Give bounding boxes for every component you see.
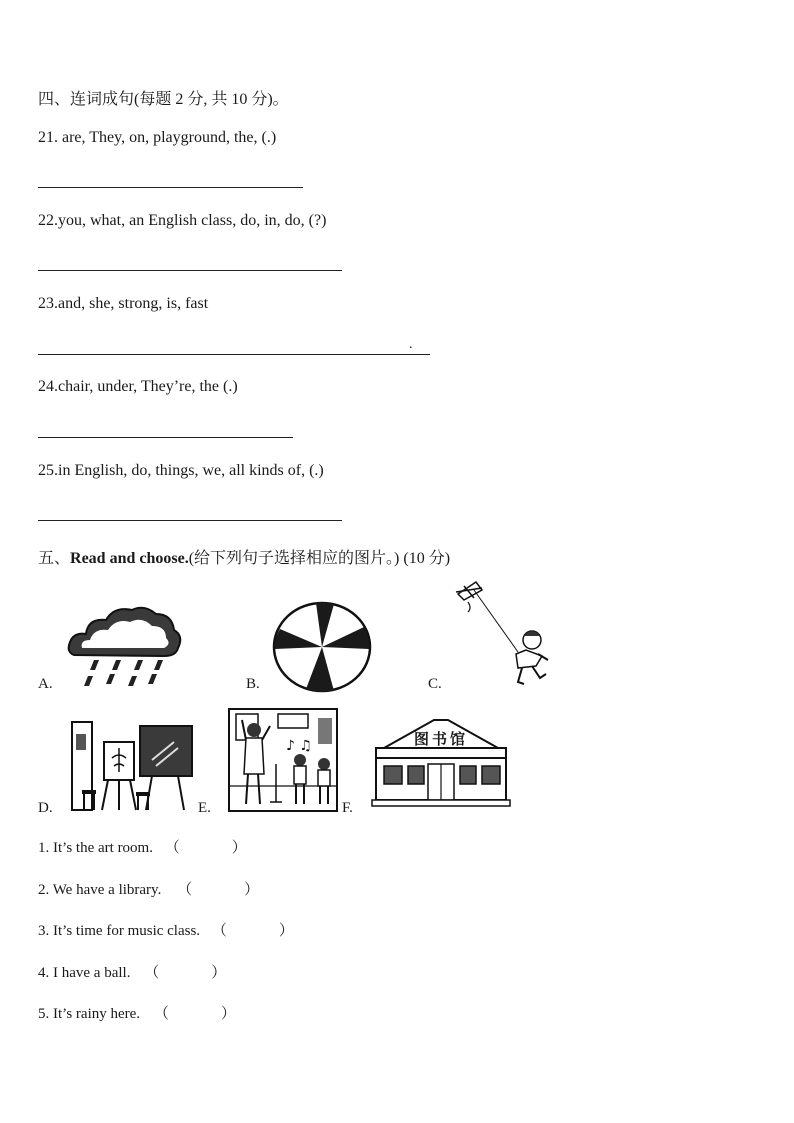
answer-paren-open: （ [144, 965, 160, 981]
answer-line-23[interactable] [38, 354, 430, 355]
answer-paren-close: ） [231, 840, 247, 856]
answer-paren-close: ） [278, 923, 294, 939]
answer-line-23-period: . [409, 337, 413, 352]
choice-item [38, 878, 259, 899]
question-21: 21. are, They, on, playground, the, (.) [38, 129, 277, 146]
music-class-icon [228, 708, 338, 812]
choice-item-text: 2. We have a library. [38, 882, 162, 898]
choice-item [38, 1002, 236, 1023]
ball-icon [272, 601, 372, 693]
question-23: 23.and, she, strong, is, fast [38, 295, 209, 312]
choice-item-text: 5. It’s rainy here. [38, 1006, 141, 1022]
section5-title [38, 545, 450, 568]
section5-title-suffix: (给下列句子选择相应的图片。) (10 分) [188, 550, 451, 567]
question-24: 24.chair, under, They’re, the (.) [38, 378, 238, 395]
choice-item-text: 3. It’s time for music class. [38, 923, 201, 939]
choice-item [38, 961, 226, 982]
kite-boy-icon [452, 578, 552, 690]
answer-line-22[interactable] [38, 270, 342, 271]
section5-title-prefix: 五、 [38, 550, 71, 567]
answer-paren-open: （ [153, 1006, 169, 1022]
choice-item [38, 836, 247, 857]
answer-paren-close: ） [244, 882, 260, 898]
answer-paren-close: ） [211, 965, 227, 981]
picture-label-f: F. [342, 800, 353, 816]
answer-line-25[interactable] [38, 520, 342, 521]
answer-paren-open: （ [211, 923, 227, 939]
picture-label-e: E. [198, 800, 211, 816]
answer-paren-open: （ [177, 882, 193, 898]
picture-label-a: A. [38, 676, 53, 692]
art-room-icon [70, 720, 196, 812]
choice-item [38, 919, 294, 940]
rain-cloud-icon [64, 600, 184, 692]
answer-line-24[interactable] [38, 437, 293, 438]
svg-text:♪ ♫: ♪ ♫ [286, 738, 312, 754]
library-building-icon [372, 716, 510, 808]
answer-line-21[interactable] [38, 187, 303, 188]
picture-label-c: C. [428, 676, 442, 692]
question-25: 25.in English, do, things, we, all kinds of, (.) [38, 462, 324, 479]
section5-title-bold: Read and choose. [70, 550, 189, 567]
picture-label-d: D. [38, 800, 53, 816]
section4-title: 四、连词成句(每题 2 分, 共 10 分)。 [38, 91, 289, 108]
picture-label-b: B. [246, 676, 260, 692]
answer-paren-open: （ [164, 840, 180, 856]
choice-item-text: 1. It’s the art room. [38, 840, 153, 856]
choice-item-text: 4. I have a ball. [38, 965, 131, 981]
answer-paren-close: ） [220, 1006, 236, 1022]
question-22: 22.you, what, an English class, do, in, do, (?) [38, 212, 327, 229]
library-sign: 图书馆 [414, 730, 469, 748]
